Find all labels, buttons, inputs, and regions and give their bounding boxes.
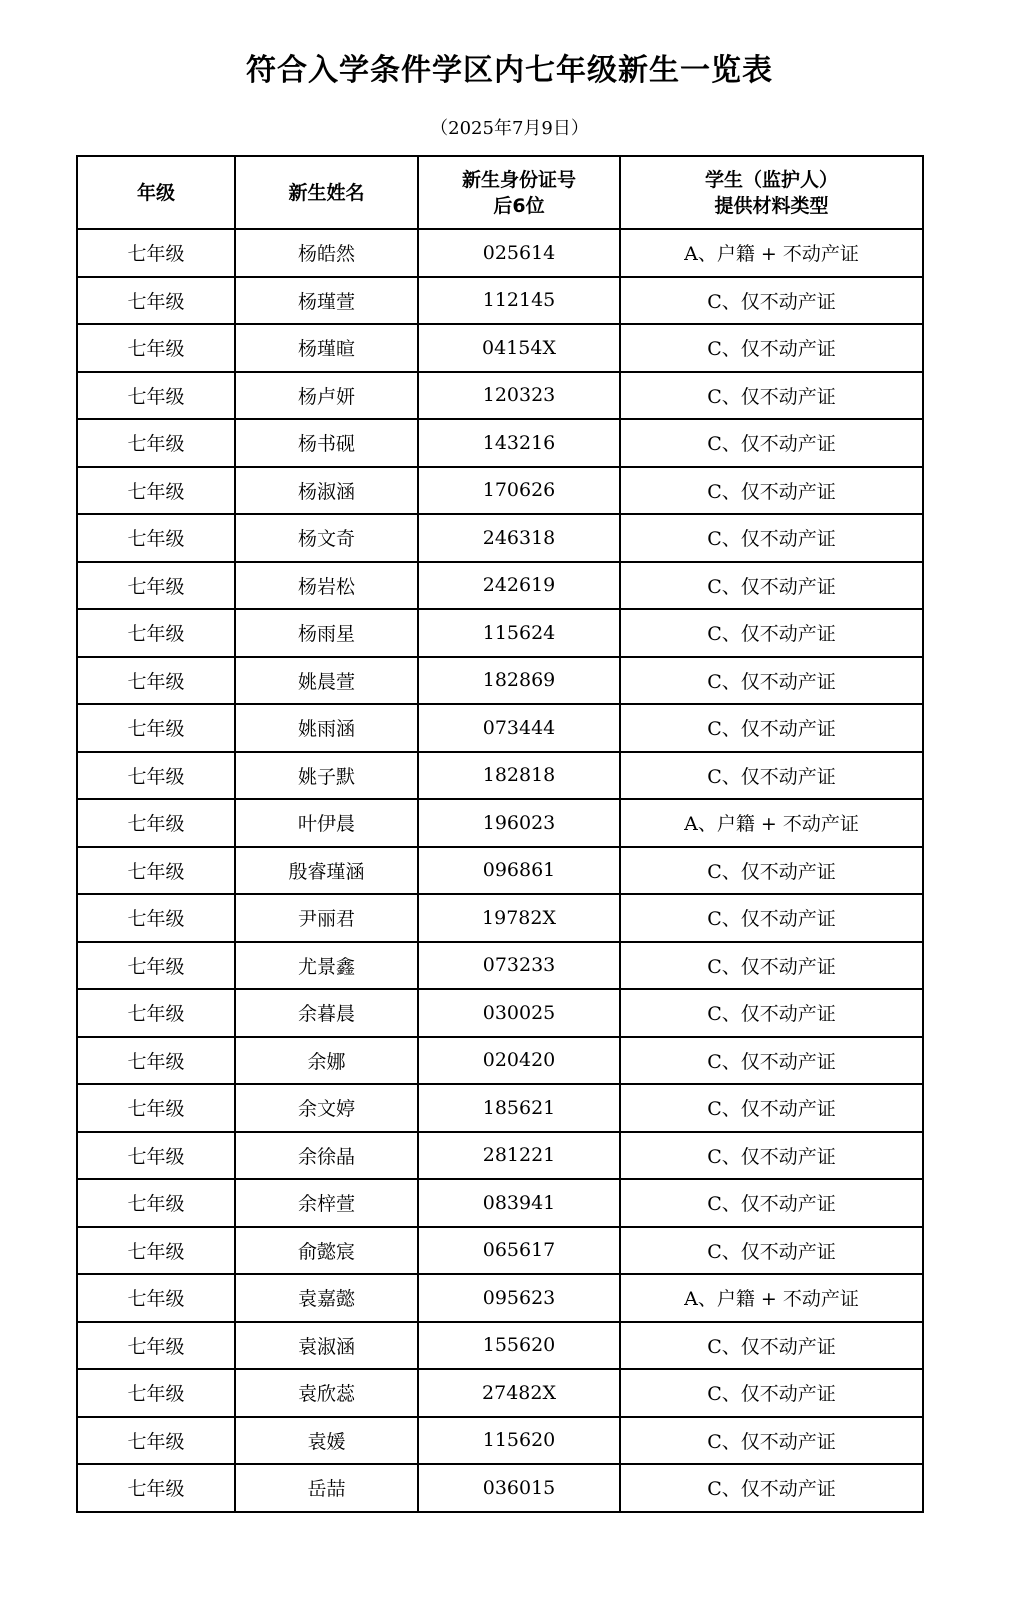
cell-grade: 七年级 xyxy=(77,514,235,562)
cell-id-suffix: 281221 xyxy=(418,1132,620,1180)
cell-student-name: 俞懿宸 xyxy=(235,1227,418,1275)
cell-material-type: C、仅不动产证 xyxy=(620,1084,923,1132)
cell-student-name: 杨瑾暄 xyxy=(235,324,418,372)
table-row xyxy=(77,1227,923,1275)
cell-material-type: C、仅不动产证 xyxy=(620,894,923,942)
header-grade: 年级 xyxy=(77,156,235,229)
cell-id-suffix: 115624 xyxy=(418,609,620,657)
cell-material-type: C、仅不动产证 xyxy=(620,1227,923,1275)
cell-student-name: 姚雨涵 xyxy=(235,704,418,752)
cell-material-type: A、户籍 + 不动产证 xyxy=(620,799,923,847)
cell-student-name: 杨卢妍 xyxy=(235,372,418,420)
cell-student-name: 袁媛 xyxy=(235,1417,418,1465)
table-row xyxy=(77,942,923,990)
cell-student-name: 袁嘉懿 xyxy=(235,1274,418,1322)
cell-grade: 七年级 xyxy=(77,467,235,515)
cell-student-name: 袁淑涵 xyxy=(235,1322,418,1370)
table-row xyxy=(77,657,923,705)
table-row xyxy=(77,1132,923,1180)
cell-grade: 七年级 xyxy=(77,372,235,420)
cell-id-suffix: 27482X xyxy=(418,1369,620,1417)
cell-student-name: 杨皓然 xyxy=(235,229,418,277)
document-date: （2025年7月9日） xyxy=(430,118,589,139)
cell-id-suffix: 095623 xyxy=(418,1274,620,1322)
cell-material-type: C、仅不动产证 xyxy=(620,372,923,420)
cell-id-suffix: 155620 xyxy=(418,1322,620,1370)
table-row xyxy=(77,989,923,1037)
cell-id-suffix: 19782X xyxy=(418,894,620,942)
cell-material-type: C、仅不动产证 xyxy=(620,989,923,1037)
table-row xyxy=(77,799,923,847)
cell-material-type: C、仅不动产证 xyxy=(620,1322,923,1370)
table-row xyxy=(77,1274,923,1322)
cell-id-suffix: 096861 xyxy=(418,847,620,895)
cell-student-name: 余暮晨 xyxy=(235,989,418,1037)
cell-grade: 七年级 xyxy=(77,989,235,1037)
table-row xyxy=(77,324,923,372)
header-type-line2: 提供材料类型 xyxy=(714,194,829,217)
cell-student-name: 岳喆 xyxy=(235,1464,418,1512)
cell-grade: 七年级 xyxy=(77,657,235,705)
cell-student-name: 余娜 xyxy=(235,1037,418,1085)
cell-material-type: C、仅不动产证 xyxy=(620,562,923,610)
page-title: 符合入学条件学区内七年级新生一览表 xyxy=(246,53,773,88)
cell-id-suffix: 185621 xyxy=(418,1084,620,1132)
cell-material-type: C、仅不动产证 xyxy=(620,277,923,325)
cell-material-type: C、仅不动产证 xyxy=(620,847,923,895)
cell-material-type: A、户籍 + 不动产证 xyxy=(620,229,923,277)
table-row xyxy=(77,1417,923,1465)
table-row xyxy=(77,1179,923,1227)
cell-student-name: 杨书砚 xyxy=(235,419,418,467)
cell-material-type: C、仅不动产证 xyxy=(620,1464,923,1512)
cell-id-suffix: 065617 xyxy=(418,1227,620,1275)
table-row xyxy=(77,894,923,942)
cell-grade: 七年级 xyxy=(77,942,235,990)
cell-grade: 七年级 xyxy=(77,1417,235,1465)
cell-id-suffix: 083941 xyxy=(418,1179,620,1227)
cell-student-name: 殷睿瑾涵 xyxy=(235,847,418,895)
cell-student-name: 余徐晶 xyxy=(235,1132,418,1180)
cell-student-name: 杨淑涵 xyxy=(235,467,418,515)
cell-grade: 七年级 xyxy=(77,704,235,752)
table-header xyxy=(77,156,923,229)
cell-id-suffix: 143216 xyxy=(418,419,620,467)
cell-id-suffix: 030025 xyxy=(418,989,620,1037)
table-row xyxy=(77,419,923,467)
cell-material-type: C、仅不动产证 xyxy=(620,1037,923,1085)
cell-material-type: C、仅不动产证 xyxy=(620,609,923,657)
cell-grade: 七年级 xyxy=(77,324,235,372)
cell-id-suffix: 196023 xyxy=(418,799,620,847)
cell-student-name: 杨文奇 xyxy=(235,514,418,562)
cell-id-suffix: 112145 xyxy=(418,277,620,325)
cell-student-name: 余文婷 xyxy=(235,1084,418,1132)
header-id-line2: 后6位 xyxy=(493,194,545,217)
table-row xyxy=(77,277,923,325)
cell-student-name: 尹丽君 xyxy=(235,894,418,942)
cell-material-type: C、仅不动产证 xyxy=(620,514,923,562)
table-row xyxy=(77,752,923,800)
cell-grade: 七年级 xyxy=(77,1084,235,1132)
cell-student-name: 杨雨星 xyxy=(235,609,418,657)
table-row xyxy=(77,704,923,752)
header-id-line1: 新生身份证号 xyxy=(461,168,576,191)
cell-id-suffix: 036015 xyxy=(418,1464,620,1512)
table-row xyxy=(77,609,923,657)
cell-grade: 七年级 xyxy=(77,1132,235,1180)
cell-student-name: 姚子默 xyxy=(235,752,418,800)
cell-id-suffix: 246318 xyxy=(418,514,620,562)
cell-grade: 七年级 xyxy=(77,1179,235,1227)
cell-grade: 七年级 xyxy=(77,419,235,467)
table-row xyxy=(77,1084,923,1132)
cell-student-name: 叶伊晨 xyxy=(235,799,418,847)
cell-id-suffix: 120323 xyxy=(418,372,620,420)
table-row xyxy=(77,229,923,277)
cell-id-suffix: 020420 xyxy=(418,1037,620,1085)
cell-material-type: C、仅不动产证 xyxy=(620,752,923,800)
cell-grade: 七年级 xyxy=(77,847,235,895)
cell-grade: 七年级 xyxy=(77,1322,235,1370)
cell-id-suffix: 073444 xyxy=(418,704,620,752)
table-row xyxy=(77,1322,923,1370)
cell-id-suffix: 025614 xyxy=(418,229,620,277)
cell-grade: 七年级 xyxy=(77,799,235,847)
cell-material-type: C、仅不动产证 xyxy=(620,657,923,705)
cell-id-suffix: 182869 xyxy=(418,657,620,705)
header-material-type xyxy=(620,156,923,229)
cell-material-type: A、户籍 + 不动产证 xyxy=(620,1274,923,1322)
cell-material-type: C、仅不动产证 xyxy=(620,324,923,372)
table-row xyxy=(77,1464,923,1512)
cell-id-suffix: 073233 xyxy=(418,942,620,990)
cell-id-suffix: 182818 xyxy=(418,752,620,800)
cell-grade: 七年级 xyxy=(77,1227,235,1275)
cell-student-name: 袁欣蕊 xyxy=(235,1369,418,1417)
cell-grade: 七年级 xyxy=(77,609,235,657)
table-row xyxy=(77,1369,923,1417)
cell-grade: 七年级 xyxy=(77,562,235,610)
cell-material-type: C、仅不动产证 xyxy=(620,704,923,752)
cell-grade: 七年级 xyxy=(77,1037,235,1085)
table-row xyxy=(77,562,923,610)
table-row xyxy=(77,514,923,562)
cell-student-name: 余梓萱 xyxy=(235,1179,418,1227)
cell-student-name: 杨岩松 xyxy=(235,562,418,610)
cell-student-name: 尤景鑫 xyxy=(235,942,418,990)
cell-grade: 七年级 xyxy=(77,1464,235,1512)
cell-material-type: C、仅不动产证 xyxy=(620,467,923,515)
cell-grade: 七年级 xyxy=(77,229,235,277)
cell-id-suffix: 170626 xyxy=(418,467,620,515)
table-row xyxy=(77,847,923,895)
table-row xyxy=(77,372,923,420)
cell-grade: 七年级 xyxy=(77,277,235,325)
cell-id-suffix: 242619 xyxy=(418,562,620,610)
cell-material-type: C、仅不动产证 xyxy=(620,1179,923,1227)
header-type-line1: 学生（监护人） xyxy=(704,168,838,191)
cell-id-suffix: 04154X xyxy=(418,324,620,372)
header-id-suffix xyxy=(418,156,620,229)
cell-material-type: C、仅不动产证 xyxy=(620,1417,923,1465)
header-name: 新生姓名 xyxy=(235,156,418,229)
table-body xyxy=(77,229,923,1512)
cell-grade: 七年级 xyxy=(77,1369,235,1417)
cell-material-type: C、仅不动产证 xyxy=(620,1132,923,1180)
cell-student-name: 姚晨萱 xyxy=(235,657,418,705)
cell-grade: 七年级 xyxy=(77,1274,235,1322)
cell-material-type: C、仅不动产证 xyxy=(620,1369,923,1417)
student-roster-table xyxy=(76,155,924,1513)
cell-grade: 七年级 xyxy=(77,752,235,800)
table-row xyxy=(77,1037,923,1085)
cell-id-suffix: 115620 xyxy=(418,1417,620,1465)
cell-student-name: 杨瑾萱 xyxy=(235,277,418,325)
cell-material-type: C、仅不动产证 xyxy=(620,942,923,990)
cell-grade: 七年级 xyxy=(77,894,235,942)
table-row xyxy=(77,467,923,515)
header-row xyxy=(77,156,923,229)
cell-material-type: C、仅不动产证 xyxy=(620,419,923,467)
